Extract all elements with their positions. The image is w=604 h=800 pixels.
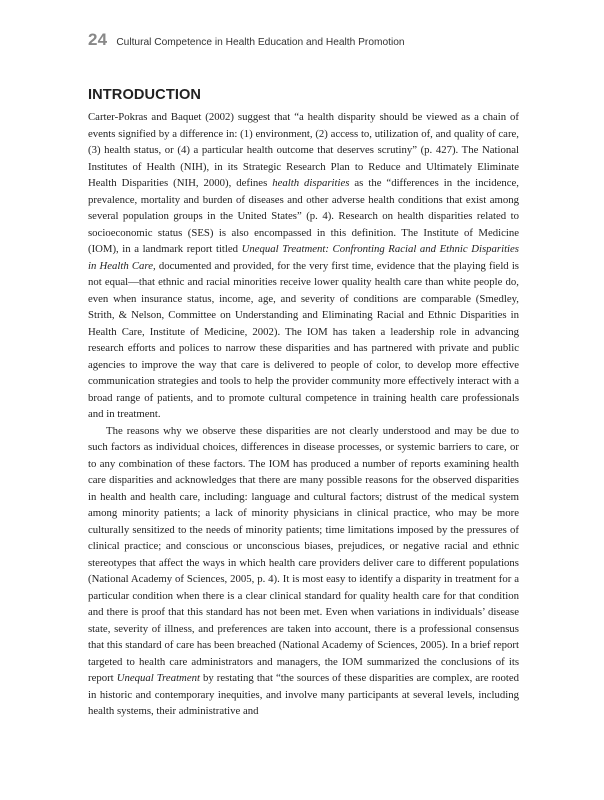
running-head bbox=[88, 30, 405, 50]
running-title: Cultural Competence in Health Education and Health Promotion bbox=[116, 37, 405, 48]
paragraph-2-italic-report-title: Unequal Treatment bbox=[116, 672, 200, 684]
page-number: 24 bbox=[88, 30, 108, 49]
section-heading: INTRODUCTION bbox=[88, 87, 202, 103]
paragraph-1-italic-term: health disparities bbox=[272, 177, 350, 189]
body-text bbox=[88, 109, 519, 720]
paragraph-2-text-2: by restating that “the sources of these disparities are complex, are rooted in historic and contemporary inequities, and involve many participants at several levels, including health systems, their administrative and bbox=[88, 672, 520, 717]
paragraph-1 bbox=[88, 109, 519, 423]
paragraph-1-text-2: as the “differences in the incidence, prevalence, mortality and burden of diseases and other adverse health conditions that exist among several population groups in the United States” (p. 4). Research on health disparities related to socioeconomic status (SES) is also encompassed in this definition. The Institute of Medicine (IOM), in a landmark report titled bbox=[88, 177, 519, 255]
paragraph-2-text-1: The reasons why we observe these disparities are not clearly understood and may be due to such factors as individual choices, differences in disease processes, or systemic barriers to care, or to any combination of these factors. The IOM has produced a number of reports examining health care disparities and acknowledges that there are many possible reasons for the observed disparities in health and health care, including: language and cultural factors; distrust of the medical system among minority patients; a lack of minority physicians in clinical practice, who may be more culturally sensitized to the needs of minority patients; time limitations imposed by the pressures of clinical practice; and conscious or unconscious biases, prejudices, or negative racial and ethnic stereotypes that affect the ways in which health care providers deliver care to different populations (National Academy of Sciences, 2005, p. 4). It is most easy to identify a disparity in treatment for a particular condition when there is a clear clinical standard for quality health care for that condition and there is proof that this standard has not been met. Even when variations in individuals’ disease state, severity of illness, and preferences are taken into account, there is a professional consensus that this standard of care has been breached (National Academy of Sciences, 2005). In a brief report targeted to health care administrators and managers, the IOM summarized the conclusions of its report bbox=[88, 424, 519, 684]
paragraph-1-text-3: documented and provided, for the very first time, evidence that the playing field is not equal—that ethnic and racial minorities receive lower quality health care than white people do, even when insurance status, income, age, and severity of conditions are comparable (Smedley, Strith, & Nelson, Committee on Understanding and Eliminating Racial and Ethnic Disparities in Health Care, Institute of Medicine, 2002). The IOM has taken a leadership role in advancing research efforts and polices to narrow these disparities and has partnered with private and public agencies to improve the way that care is delivered to people of color, to develop more effective communication strategies and tools to help the provider community more effectively interact with a broad range of patients, and to promote cultural competence in training health care professionals and in treatment. bbox=[88, 259, 519, 420]
paragraph-1-text-1: Carter-Pokras and Baquet (2002) suggest that “a health disparity should be viewed as a chain of events signified by a difference in: (1) environment, (2) access to, utilization of, and quality of care, (3) health status, or (4) a particular health outcome that deserves scrutiny” (p. 427). The National Institutes of Health (NIH), in its Strategic Research Plan to Reduce and Ultimately Eliminate Health Disparities (NIH, 2000), defines bbox=[88, 111, 519, 189]
paragraph-1-italic-report-title: Unequal Treatment: Confronting Racial and Ethnic Disparities in Health Care, bbox=[88, 243, 519, 272]
paragraph-2 bbox=[88, 423, 519, 720]
